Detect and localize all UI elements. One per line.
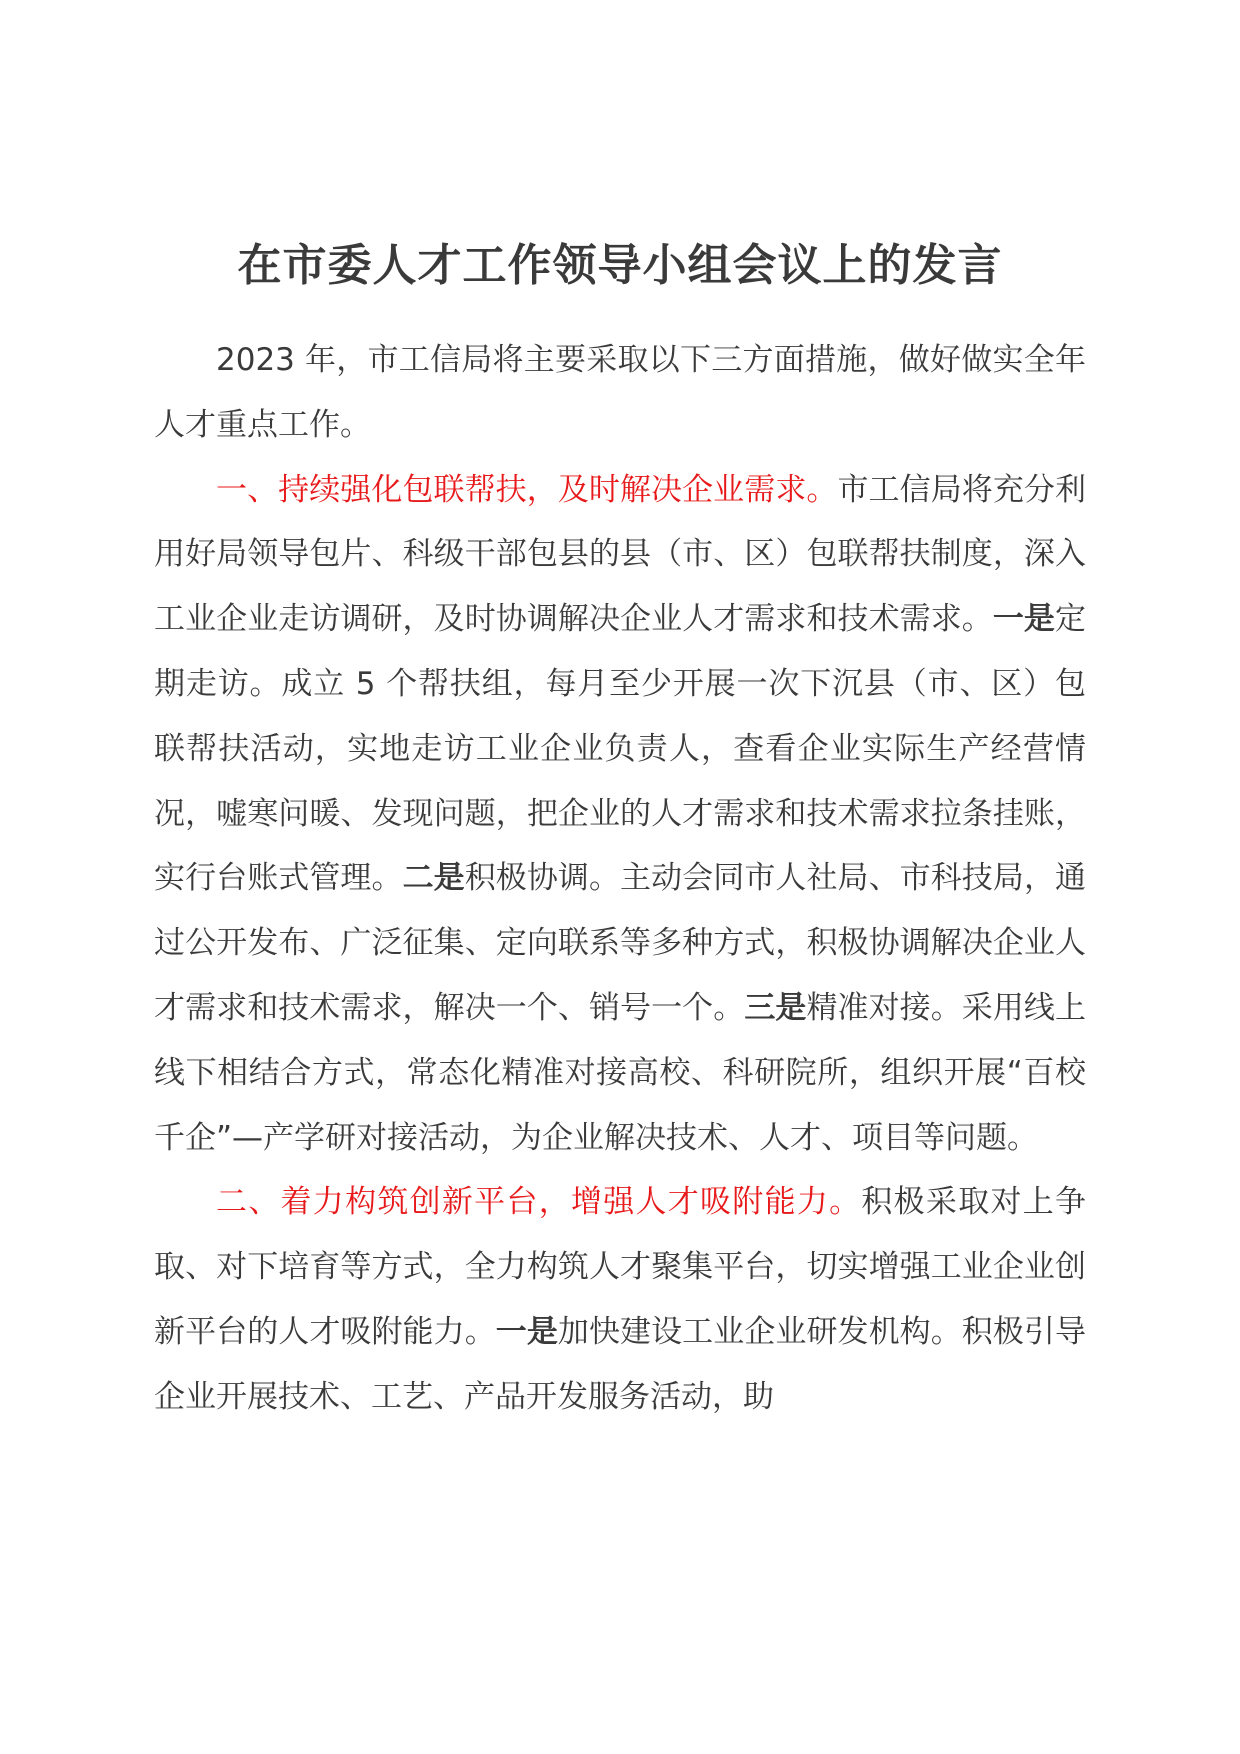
intro-paragraph: 2023 年，市工信局将主要采取以下三方面措施，做好做实全年人才重点工作。 bbox=[154, 342, 1086, 443]
section-1-item-2-label: 二是 bbox=[402, 860, 465, 897]
section-2-item-1-label: 一是 bbox=[495, 1313, 558, 1350]
document-page bbox=[154, 238, 1086, 1430]
section-2-lead: 积极采取对上争取、对下培育等方式，全力构筑人才聚集平台，切实增强工业企业创新平台的人才吸附能力。 bbox=[154, 1184, 1087, 1350]
section-2-paragraph bbox=[154, 1170, 1086, 1429]
section-1-paragraph bbox=[154, 458, 1086, 1171]
section-1-item-3-text: 精准对接。采用线上线下相结合方式，常态化精准对接高校、科研院所，组织开展“百校千企”—产学研对接活动，为企业解决技术、人才、项目等问题。 bbox=[154, 989, 1087, 1156]
section-1-heading: 一、持续强化包联帮扶，及时解决企业需求。 bbox=[216, 471, 838, 508]
document-title: 在市委人才工作领导小组会议上的发言 bbox=[237, 240, 1003, 291]
section-2-heading: 二、着力构筑创新平台，增强人才吸附能力。 bbox=[216, 1184, 862, 1221]
section-1-item-2-text: 积极协调。主动会同市人社局、市科技局，通过公开发布、广泛征集、定向联系等多种方式，积极协调解决企业人才需求和技术需求，解决一个、销号一个。 bbox=[154, 860, 1087, 1026]
section-1-item-3-label: 三是 bbox=[744, 989, 807, 1026]
section-1-item-1-text: 定期走访。成立 5 个帮扶组，每月至少开展一次下沉县（市、区）包联帮扶活动，实地走访工业企业负责人，查看企业实际生产经营情况，嘘寒问暖、发现问题，把企业的人才需求和技术需求拉条挂账，实行台账式管理。 bbox=[154, 601, 1086, 897]
section-2-item-1-text: 加快建设工业企业研发机构。积极引导企业开展技术、工艺、产品开发服务活动，助 bbox=[154, 1313, 1087, 1415]
section-1-item-1-label: 一是 bbox=[992, 601, 1055, 638]
section-1-lead: 市工信局将充分利用好局领导包片、科级干部包县的县（市、区）包联帮扶制度，深入工业企业走访调研，及时协调解决企业人才需求和技术需求。 bbox=[154, 471, 1087, 638]
